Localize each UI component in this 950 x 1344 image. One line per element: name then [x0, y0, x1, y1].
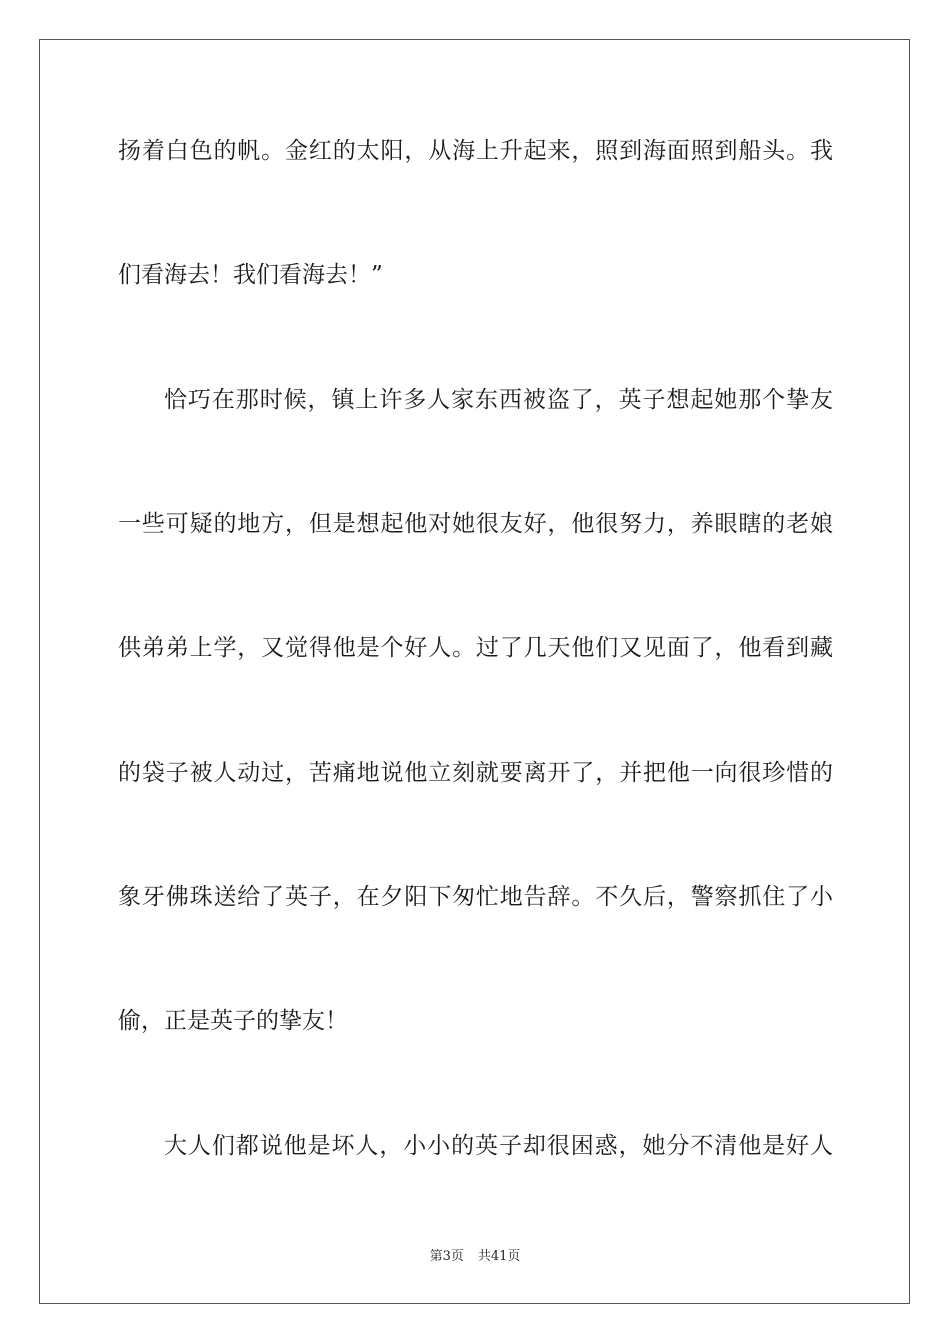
text-line: 的袋子被人动过，苦痛地说他立刻就要离开了，并把他一向很珍惜的 [118, 760, 833, 786]
text-line: 象牙佛珠送给了英子，在夕阳下匆忙地告辞。不久后，警察抓住了小 [118, 884, 833, 910]
text-line: 一些可疑的地方，但是想起他对她很友好，他很努力，养眼瞎的老娘 [118, 511, 833, 537]
page-number: 第3页 [429, 1249, 464, 1264]
page-border [39, 39, 910, 1304]
text-line: 供弟弟上学，又觉得他是个好人。过了几天他们又见面了，他看到藏 [118, 635, 833, 661]
paragraph-start-line: 大人们都说他是坏人，小小的英子却很困惑，她分不清他是好人 [164, 1133, 833, 1159]
text-line: 扬着白色的帆。金红的太阳，从海上升起来，照到海面照到船头。我 [118, 138, 833, 164]
total-pages: 共41页 [477, 1249, 521, 1264]
text-line: 们看海去！我们看海去！” [118, 262, 383, 288]
text-line: 偷，正是英子的挚友！ [118, 1008, 348, 1034]
page-footer [0, 1247, 950, 1267]
paragraph-start-line: 恰巧在那时候，镇上许多人家东西被盗了，英子想起她那个挚友 [164, 387, 833, 413]
